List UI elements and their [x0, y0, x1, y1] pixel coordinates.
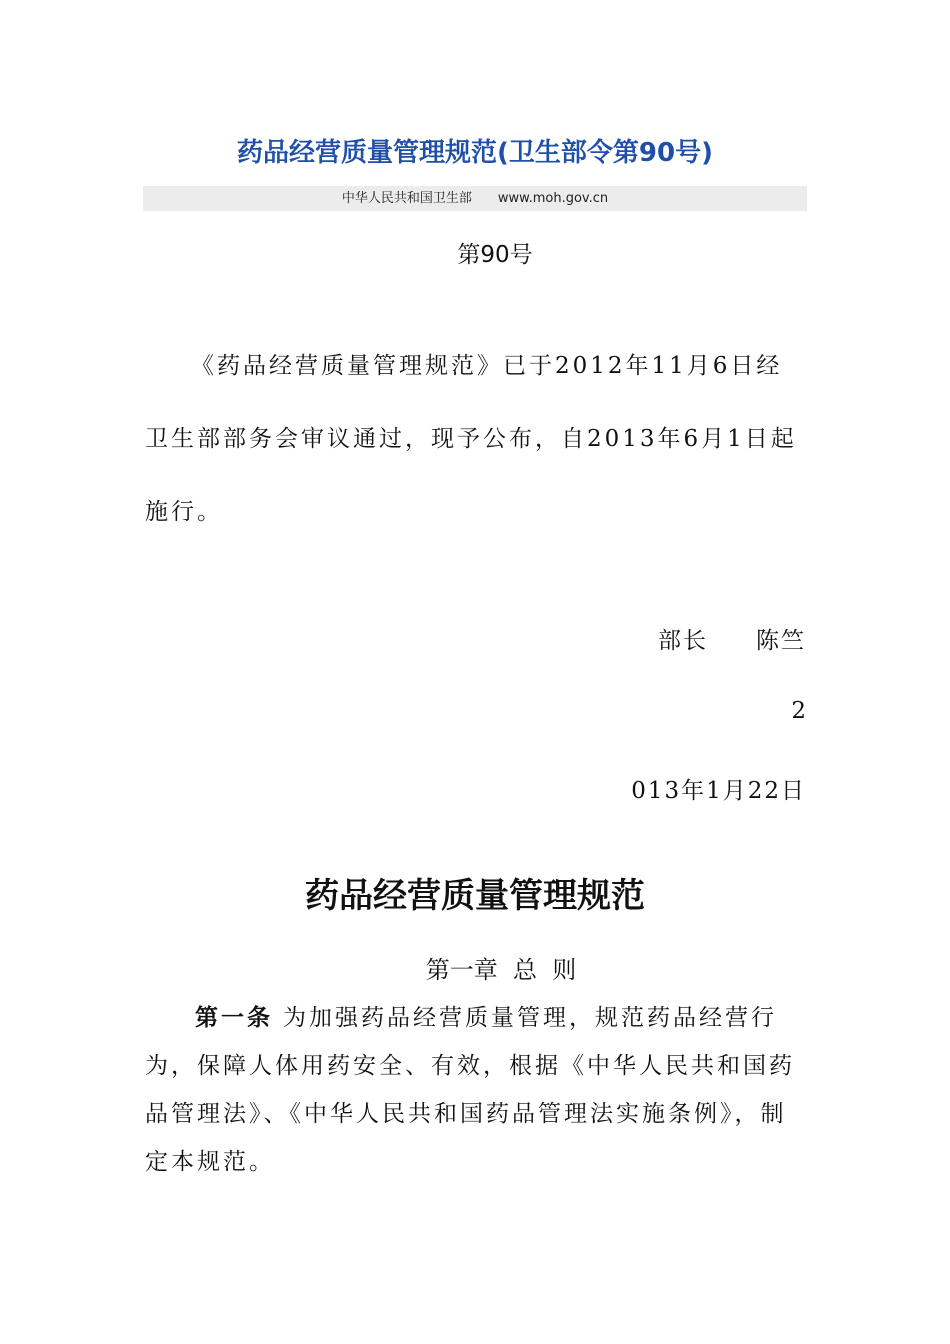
source-bar — [143, 186, 807, 211]
article-label: 第一条 — [195, 1005, 273, 1031]
signature-title: 部长 — [658, 628, 708, 654]
source-name: 中华人民共和国卫生部 — [341, 191, 472, 206]
chapter-heading: 第一章 总 则 — [425, 956, 577, 984]
source-url-link[interactable]: www.moh.gov.cn — [497, 191, 609, 206]
signature-date-line2: 013年1月22日 — [631, 778, 806, 804]
announcement-paragraph: 《药品经营质量管理规范》已于2012年11月6日经卫生部部务会审议通过，现予公布，自2013年6月1日起施行。 — [145, 353, 797, 525]
article-text: 为加强药品经营质量管理，规范药品经营行为，保障人体用药安全、有效，根据《中华人民共和国药品管理法》、《中华人民共和国药品管理法实施条例》，制定本规范。 — [145, 1005, 795, 1175]
signature — [658, 622, 806, 655]
page-title: 药品经营质量管理规范(卫生部令第90号) — [237, 138, 713, 168]
order-number: 第90号 — [457, 242, 533, 268]
signature-date-line1: 2 — [791, 698, 806, 724]
signature-name: 陈竺 — [756, 628, 806, 654]
article-paragraph — [145, 994, 807, 1186]
document-heading: 药品经营质量管理规范 — [305, 876, 645, 916]
